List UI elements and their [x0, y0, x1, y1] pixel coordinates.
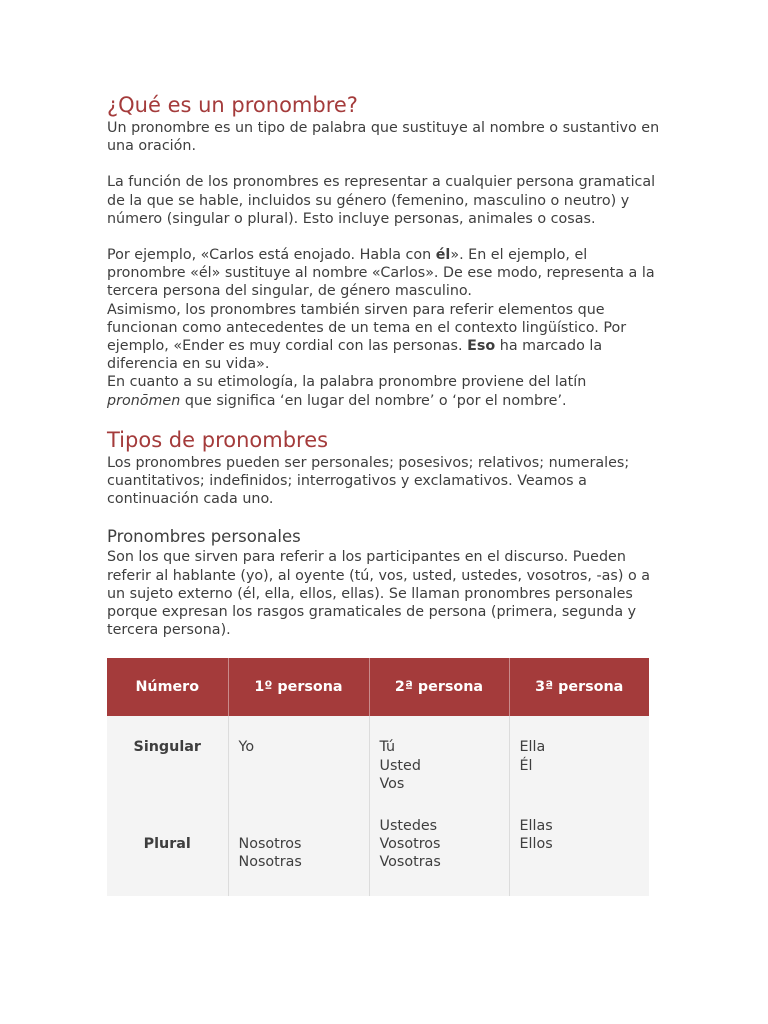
header-numero: Número [107, 658, 228, 716]
paragraph-example-carlos [107, 246, 662, 301]
cell-value: Yo [238, 739, 255, 756]
paragraph-personales: Son los que sirven para referir a los participantes en el discurso. Pueden referir al hablante (yo), al oyente (tú, vos, usted, ustedes, vosotros, -as) o a un sujeto externo (él, ella, ellos, ellas). Se llaman pronombres personales porque expresan los rasgos gramaticales de persona (primera, segunda y tercera persona). [107, 549, 650, 639]
paragraph-definition: Un pronombre es un tipo de palabra que sustituye al nombre o sustantivo en una oración. [107, 120, 660, 155]
cell-value: Vosotras [379, 854, 441, 871]
cell-plural-first [228, 817, 369, 896]
text-run: Por ejemplo, «Carlos está enojado. Habla con [107, 247, 436, 264]
bold-pronoun: él [435, 247, 451, 264]
paragraph-types: Los pronombres pueden ser personales; posesivos; relativos; numerales; cuantitativos; indefinidos; interrogativos y exclamativos. Veamos a continuación cada uno. [107, 454, 630, 508]
cell-value: Nosotras [238, 854, 302, 871]
text-run: ha marcado la diferencia en su vida». [107, 338, 603, 373]
cell-value: Él [519, 757, 533, 774]
header-tercera-persona: 3ª persona [509, 658, 649, 716]
table-row-singular [107, 716, 649, 817]
text-run: ». En el ejemplo, el pronombre «él» sustituye al nombre «Carlos». De ese modo, representa a la tercera persona del singular, de género masculino. [107, 247, 655, 300]
row-label-plural: Plural [107, 817, 228, 896]
text-run: que significa ‘en lugar del nombre’ o ‘por el nombre’. [180, 392, 567, 409]
document-page [107, 91, 662, 896]
row-label-singular: Singular [107, 716, 228, 817]
table-row-plural [107, 817, 649, 896]
cell-singular-second [369, 716, 509, 817]
personal-pronouns-table [107, 658, 649, 895]
heading-que-es-un-pronombre: ¿Qué es un pronombre? [107, 93, 358, 117]
cell-value: Nosotros [238, 836, 302, 853]
cell-value: Usted [379, 757, 421, 774]
table-header-row [107, 658, 649, 716]
bold-pronoun: Eso [467, 338, 496, 355]
paragraph-function: La función de los pronombres es representar a cualquier persona gramatical de la que se hable, incluidos su género (femenino, masculino o neutro) y número (singular o plural). Esto incluye personas, animales o cosas. [107, 174, 656, 227]
cell-plural-second [369, 817, 509, 896]
cell-plural-third [509, 817, 649, 896]
heading-tipos-de-pronombres: Tipos de pronombres [107, 427, 329, 452]
cell-value: Ella [519, 739, 546, 756]
cell-value: Ustedes [379, 818, 438, 835]
cell-singular-third [509, 716, 649, 817]
italic-latin-word: pronōmen [107, 392, 181, 409]
cell-value: Ellos [519, 836, 553, 853]
paragraph-example-ender [107, 301, 662, 374]
cell-value: Vosotros [379, 836, 441, 853]
cell-value: Vos [379, 775, 405, 792]
header-primera-persona: 1º persona [228, 658, 369, 716]
heading-pronombres-personales: Pronombres personales [107, 527, 301, 547]
cell-singular-first [228, 716, 369, 817]
text-run: Asimismo, los pronombres también sirven para referir elementos que funcionan como antecedentes de un tema en el contexto lingüístico. Por ejemplo, «Ender es muy cordial con las personas. [107, 301, 627, 355]
header-segunda-persona: 2ª persona [369, 658, 509, 716]
cell-value: Tú [379, 739, 396, 756]
cell-value: Ellas [519, 818, 553, 835]
paragraph-etymology [107, 373, 662, 409]
text-run: En cuanto a su etimología, la palabra pronombre proviene del latín [107, 374, 587, 391]
